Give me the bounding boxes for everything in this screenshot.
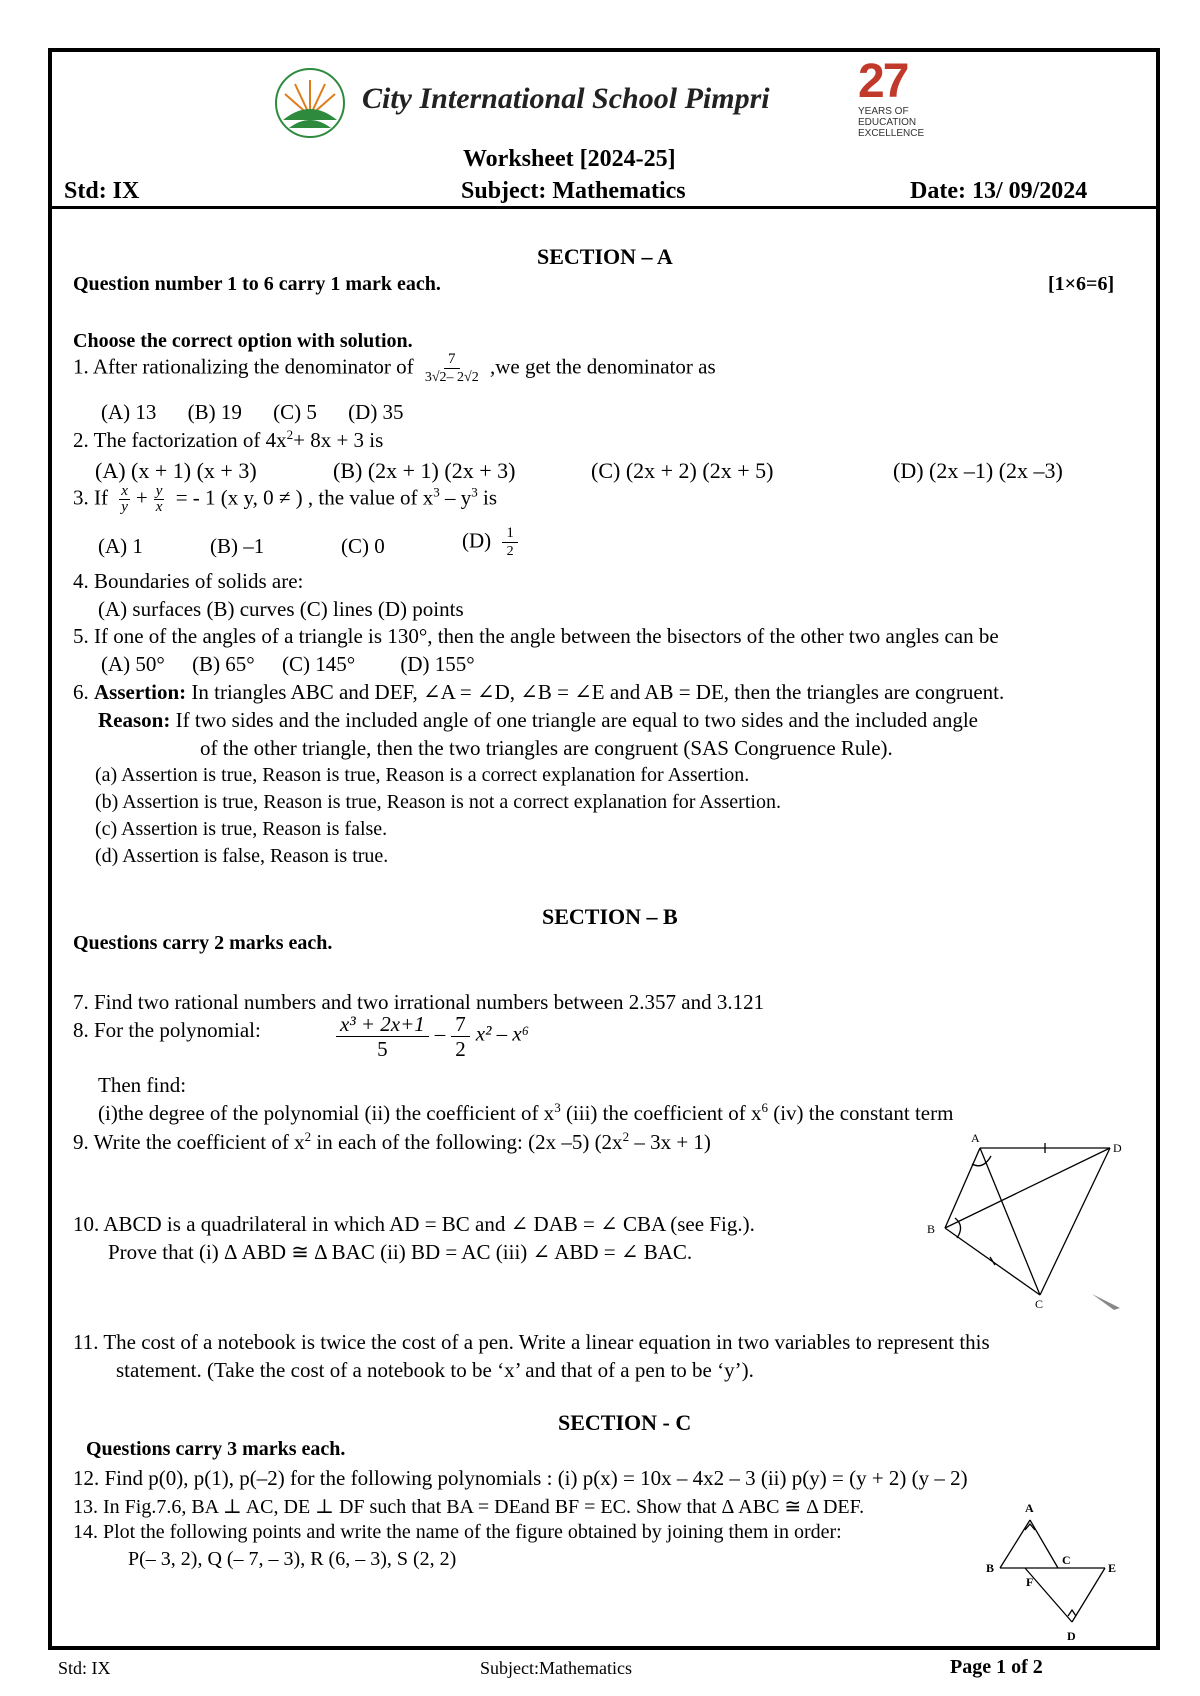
q8-then: Then find: [98,1073,187,1097]
quadrilateral-figure [925,1130,1125,1310]
footer-subject: Subject:Mathematics [480,1658,632,1678]
question-5: 5. If one of the angles of a triangle is 130°, then the angle between the bisectors of the other two angles can be [73,624,999,648]
fig2-label-c: C [1062,1553,1071,1567]
fig2-label-b: B [986,1561,995,1575]
q2-option-c: (C) (2x + 2) (2x + 5) [591,458,774,483]
question-2: 2. The factorization of $4x^2+ 8x + 3$ is [73,427,384,452]
footer-std: Std: IX [58,1658,111,1678]
triangles-figure [980,1500,1120,1650]
years-badge-text: YEARS OF EDUCATION EXCELLENCE [858,106,925,139]
question-9: 9. Write the coefficient of $x^2$ in each of the following: (2x –5) $(2x^2 - 3x + 1)$ [73,1129,711,1154]
q6-option-c: (c) Assertion is true, Reason is false. [95,818,388,840]
question-10-prove: Prove that (i) Δ ABD ≅ Δ BAC (ii) BD = AC (iii) ∠ ABD = ∠ BAC. [108,1240,693,1264]
section-b-title: SECTION – B [542,904,678,929]
q3-option-c: (C) 0 [341,534,385,558]
school-logo [265,58,355,138]
worksheet-title: Worksheet [2024-25] [463,146,676,172]
q5-options: (A) 50° (B) 65° (C) 145° (D) 155° [101,652,475,676]
question-10: 10. ABCD is a quadrilateral in which AD = BC and ∠ DAB = ∠ CBA (see Fig.). [73,1212,755,1236]
header-divider [52,206,1156,209]
question-4: 4. Boundaries of solids are: [73,569,304,593]
q8-polynomial: $\frac{\text{x³ + 2x+1}}{5}$ – $\frac{7}{2}$ x² – x⁶ [330,1014,529,1060]
section-a-marks: [1×6=6] [1048,273,1115,295]
section-a-title: SECTION – A [537,244,673,269]
question-8: 8. For the polynomial: [73,1018,261,1042]
fig2-label-d: D [1067,1629,1076,1643]
q1-options: (A) 13 (B) 19 (C) 5 (D) 35 [101,400,404,424]
fig-label-d: D [1113,1141,1122,1155]
q6-option-b: (b) Assertion is true, Reason is true, Reason is not a correct explanation for Assertion. [95,791,781,813]
header-date: Date: 13/ 09/2024 [910,178,1088,204]
footer-page: Page 1 of 2 [950,1656,1043,1678]
fig-label-a: A [971,1131,980,1145]
q2-option-b: (B) (2x + 1) (2x + 3) [333,458,516,483]
question-6-reason-cont: of the other triangle, then the two triangles are congruent (SAS Congruence Rule). [200,736,893,760]
q2-option-d: (D) (2x –1) (2x –3) [893,458,1063,483]
q3-option-d: (D) $\frac{1}{2}$ [462,526,524,559]
fig2-label-f: F [1026,1575,1034,1589]
question-14: 14. Plot the following points and write the name of the figure obtained by joining them in order: [73,1521,842,1543]
fig-label-c: C [1035,1297,1044,1310]
fig-label-b: B [927,1222,936,1236]
fig2-label-e: E [1108,1561,1117,1575]
q6-option-a: (a) Assertion is true, Reason is true, Reason is a correct explanation for Assertion. [95,764,750,786]
question-12: 12. Find p(0), p(1), p(–2) for the following polynomials : (i) p(x) = 10x – 4x2 – 3 (ii) p(y) = (y + 2) (y – 2) [73,1466,968,1490]
years-badge-number: 27 [858,55,908,108]
question-6-assertion: 6. Assertion: In triangles ABC and DEF, ∠A = ∠D, ∠B = ∠E and AB = DE, then the triangles are congruent. [73,680,1005,704]
q4-options: (A) surfaces (B) curves (C) lines (D) points [98,597,464,621]
question-14-points: P(– 3, 2), Q (– 7, – 3), R (6, – 3), S (2, 2) [128,1548,457,1570]
header-subject: Subject: Mathematics [461,178,686,204]
section-b-instruction: Questions carry 2 marks each. [73,932,333,954]
question-6-reason: Reason: If two sides and the included angle of one triangle are equal to two sides and the included angle [98,708,979,732]
question-13: 13. In Fig.7.6, BA ⊥ AC, DE ⊥ DF such that BA = DEand BF = EC. Show that Δ ABC ≅ Δ DEF. [73,1496,865,1518]
q1-fraction: $\frac{7}{3√2- 2√2}$ [424,351,479,385]
q3-option-b: (B) –1 [210,534,265,558]
school-name: City International School Pimpri [362,82,770,115]
pen-icon [1090,1290,1126,1314]
q8-parts: (i)the degree of the polynomial (ii) the coefficient of $x^3$ (iii) the coefficient of $x^6$ (iv) the constant term [98,1100,954,1125]
q2-option-a: (A) (x + 1) (x + 3) [95,458,257,483]
section-c-title: SECTION - C [558,1410,692,1435]
question-7: 7. Find two rational numbers and two irrational numbers between 2.357 and 3.121 [73,990,765,1014]
fig2-label-a: A [1025,1501,1034,1515]
section-c-instruction: Questions carry 3 marks each. [86,1438,346,1460]
question-11: 11. The cost of a notebook is twice the cost of a pen. Write a linear equation in two variables to represent this [73,1330,990,1354]
header-std: Std: IX [64,178,140,204]
choose-instruction: Choose the correct option with solution. [73,330,413,352]
q3-option-a: (A) 1 [98,534,143,558]
question-11-cont: statement. (Take the cost of a notebook to be ‘x’ and that of a pen to be ‘y’). [116,1358,754,1382]
question-1: 1. After rationalizing the denominator of $\frac{7}{3√2- 2√2}$ ,we get the denominator as [73,351,716,385]
question-3: 3. If $\frac{x}{y}$ + $\frac{y}{x}$ = - 1 (x y, 0 ≠ ) , the value of $x^3 - y^3$ is [73,483,498,515]
section-a-instruction: Question number 1 to 6 carry 1 mark each. [73,273,441,295]
q6-option-d: (d) Assertion is false, Reason is true. [95,845,389,867]
